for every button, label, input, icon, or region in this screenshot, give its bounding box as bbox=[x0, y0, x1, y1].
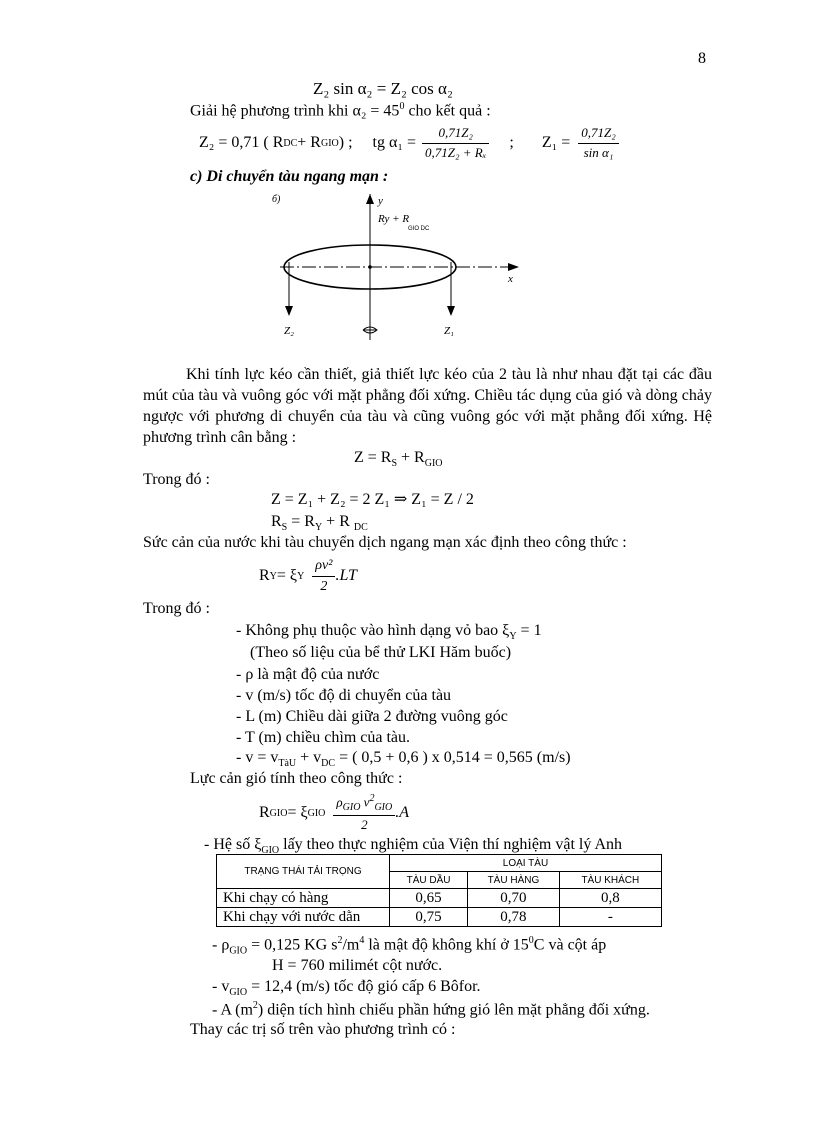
equation-balance: Z₂ sin α₂ = Z₂ cos α₂ bbox=[313, 79, 453, 98]
col-cargo: TÀU HÀNG bbox=[468, 872, 560, 889]
bullet-v: - v (m/s) tốc độ di chuyển của tàu bbox=[236, 687, 452, 704]
rho-gio-line: - $\rho_{GIO} = 0,125$ KG $s^2/m^4$ là mật độ không khí ở $15^0C$ và cột áp bbox=[212, 935, 607, 957]
page-number: 8 bbox=[698, 50, 706, 67]
wind-coefficient-table bbox=[216, 854, 662, 927]
header-ship-type: LOẠI TÀU bbox=[390, 855, 662, 872]
results-line: Z₂ = 0,71 ( R DC + R GIO ) ; tg α₁ = $\frac{\text{0,71Z₂}}{\text{0,71Z₂ + Rₓ}}$ ; Z₁ = $\frac{\text{0,71Z₂}}{\text{sin α₁}}$ bbox=[199, 125, 619, 161]
solve-line: Giải hệ phương trình khi $\alpha_2 = 45^0$ cho kết quả : bbox=[190, 101, 491, 120]
ry-formula: R Y = ξ Y $\frac{\text{ρv²}}{2}$ .LT bbox=[259, 558, 357, 594]
z2-arrow bbox=[285, 306, 293, 316]
z1-fraction: $\frac{\text{0,71Z₂}}{\text{sin α₁}}$ bbox=[578, 126, 619, 160]
force-sub-label: GIO DC bbox=[408, 226, 430, 232]
rgio-formula: R GIO = ξ GIO $\frac{\rho_{GIO} v^2_{GIO}}{2}$ .A bbox=[259, 793, 410, 833]
force-label: Ry + R bbox=[378, 213, 410, 225]
bullet-l: - L (m) Chiều dài giữa 2 đường vuông góc bbox=[236, 708, 508, 725]
trong-do-1: Trong đó : bbox=[143, 471, 210, 488]
bullet-v-calc: - $v = v_{TàU} + v_{DC}$ = ( 0,5 + 0,6 ) x 0,514 = 0,565 (m/s) bbox=[236, 749, 571, 770]
wind-intro: Lực cản gió tính theo công thức : bbox=[190, 770, 403, 787]
trong-do-2: Trong đó : bbox=[143, 600, 210, 617]
y-axis-label: y bbox=[378, 195, 383, 207]
bullet-rho: - ρ là mật độ của nước bbox=[236, 666, 380, 683]
tg-fraction: $\frac{\text{0,71Z₂}}{\text{0,71Z₂ + Rₓ}}$ bbox=[422, 126, 489, 160]
bullet-t: - T (m) chiều chìm của tàu. bbox=[236, 729, 411, 746]
z1-label: Z₁ bbox=[444, 325, 454, 337]
bullet-xi: - Không phụ thuộc vào hình dạng vỏ bao $\xi_Y = 1$ bbox=[236, 622, 542, 643]
table-row: Khi chạy có hàng 0,65 0,70 0,8 bbox=[217, 889, 662, 908]
section-c-title: c) Di chuyển tàu ngang mạn : bbox=[190, 168, 389, 185]
paragraph-towing: Khi tính lực kéo cần thiết, giả thiết lực kéo của 2 tàu là như nhau đặt tại các đầu mút của tàu và vuông góc với mặt phẳng đối xứng. Chiều tác dụng của gió và dòng chảy ngược với phương di chuyển của tàu và cũng vuông góc với mặt phẳng đối xứng. Hệ phương trình cân bằng : bbox=[143, 366, 712, 446]
resistance-intro: Sức cản của nước khi tàu chuyển dịch ngang mạn xác định theo công thức : bbox=[143, 534, 627, 551]
y-axis-arrow bbox=[366, 194, 374, 204]
z2-label: Z₂ bbox=[284, 325, 294, 337]
equation-z: $Z = R_S + R_{GIO}$ bbox=[354, 449, 443, 470]
v-gio-line: - $v_{GIO} = 12,4$ (m/s) tốc độ gió cấp 6 Bôfor. bbox=[212, 978, 481, 999]
x-axis-arrow bbox=[508, 263, 519, 271]
z1-label: Z₁ = bbox=[541, 134, 571, 152]
equation-sum: Z = Z₁ + Z₂ = 2 Z₁ ⇒ Z₁ = Z / 2 bbox=[271, 491, 474, 508]
final-line: Thay các trị số trên vào phương trình có : bbox=[190, 1021, 456, 1038]
coef-line: - Hệ số $\xi_{GIO}$ lấy theo thực nghiệm của Viện thí nghiệm vật lý Anh bbox=[204, 836, 623, 857]
area-line: - A $(m^2)$ diện tích hình chiếu phần hứng gió lên mặt phẳng đối xứng. bbox=[212, 1000, 650, 1019]
header-state: TRẠNG THÁI TẢI TRỌNG bbox=[217, 855, 390, 889]
h-line: H = 760 milimét cột nước. bbox=[272, 957, 443, 974]
figure-label: б) bbox=[272, 194, 281, 205]
equation-rs: $R_S = R_Y + R$ $_{DC}$ bbox=[271, 513, 368, 534]
x-axis-label: x bbox=[508, 273, 513, 285]
z1-arrow bbox=[447, 306, 455, 316]
col-oil: TÀU DẦU bbox=[390, 872, 468, 889]
table-row: Khi chạy với nước dằn 0,75 0,78 - bbox=[217, 908, 662, 927]
hull-center bbox=[368, 265, 372, 269]
tg-label: tg α₁ = bbox=[372, 134, 416, 152]
bullet-source: (Theo số liệu của bể thử LKI Hăm buốc) bbox=[250, 644, 512, 661]
ship-force-diagram bbox=[230, 190, 530, 350]
col-passenger: TÀU KHÁCH bbox=[559, 872, 661, 889]
